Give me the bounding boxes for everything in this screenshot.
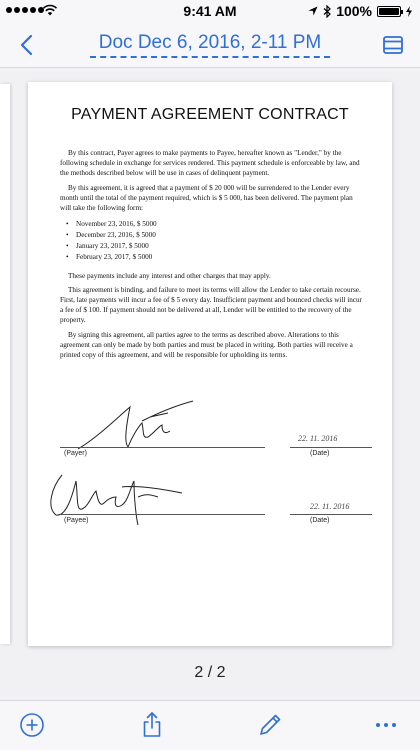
status-right	[308, 3, 412, 19]
paragraph: By this contract, Payer agrees to make payments to Payee, hereafter known as "Lender," by the following schedule in exchange for services rendered. This payment schedule is enforceable by law, and the methods described below will be use in cases of delinquent payment.	[60, 149, 360, 178]
payee-signature-line	[60, 514, 265, 515]
previous-page-edge[interactable]	[0, 84, 10, 644]
edit-button[interactable]	[254, 709, 286, 741]
schedule-item: • February 23, 2017, $ 5000	[66, 252, 364, 263]
schedule-item: • November 23, 2016, $ 5000	[66, 219, 364, 230]
schedule-item: • January 23, 2017, $ 5000	[66, 241, 364, 252]
more-icon	[376, 723, 396, 727]
page-view-icon	[384, 37, 402, 53]
payer-signature-line	[60, 447, 265, 448]
contract-body	[60, 148, 364, 364]
payee-date-line	[290, 514, 372, 515]
page-indicator: 2 / 2	[194, 664, 226, 681]
payee-date-label: (Date)	[310, 517, 330, 524]
payer-date: 22. 11. 2016	[298, 434, 338, 443]
payee-date: 22. 11. 2016	[310, 502, 350, 511]
status-bar	[0, 0, 420, 22]
page-view-button[interactable]	[378, 30, 408, 60]
share-button[interactable]	[136, 709, 168, 741]
bluetooth-icon	[323, 5, 331, 18]
chevron-left-icon	[22, 36, 31, 54]
status-time: 9:41 AM	[183, 3, 237, 19]
battery-icon	[377, 6, 401, 17]
navigation-bar	[0, 22, 420, 68]
payer-date-line	[290, 447, 372, 448]
document-title[interactable]: Doc Dec 6, 2016, 2-11 PM	[90, 32, 330, 58]
contract-heading: PAYMENT AGREEMENT CONTRACT	[71, 106, 349, 123]
payer-date-label: (Date)	[310, 450, 330, 457]
add-circle-icon	[21, 714, 43, 736]
back-button[interactable]	[12, 30, 42, 60]
charging-bolt-icon	[406, 6, 412, 17]
location-arrow-icon	[308, 6, 318, 16]
payer-signature	[58, 397, 208, 457]
payee-label: (Payee)	[64, 517, 89, 524]
payment-schedule-list	[66, 219, 364, 262]
share-icon	[145, 713, 160, 736]
paragraph: By this agreement, it is agreed that a payment of $ 20 000 will be surrendered to the Lender every month until the total of the payment required, which is $ 5 000, has been delivered. The payment plan will take the following form:	[60, 183, 353, 213]
payer-label: (Payer)	[64, 450, 87, 457]
bottom-toolbar	[0, 700, 420, 750]
document-page[interactable]	[28, 82, 392, 646]
battery-percent: 100%	[336, 3, 372, 19]
schedule-item: • December 23, 2016, $ 5000	[66, 230, 364, 241]
add-button[interactable]	[16, 709, 48, 741]
more-button[interactable]	[370, 709, 402, 741]
paragraph: These payments include any interest and other charges that may apply.	[68, 271, 271, 280]
paragraph: This agreement is binding, and failure to meet its terms will allow the Lender to take certain recourse. First, late payments will incur a fee of $ 5 every day. Insufficient payment and bounced checks will incur a fee of $ 100. If payment should not be delivered at all, Lender will be entitled to the recovery of the property.	[60, 285, 362, 325]
pencil-icon	[261, 716, 280, 735]
paragraph: By signing this agreement, all parties agree to the terms as described above. Alterations to this agreement can only be made by both parties and must be placed in writing. Both parties will receive a printed copy of this agreement, and will be responsible for upholding its terms.	[60, 330, 353, 360]
